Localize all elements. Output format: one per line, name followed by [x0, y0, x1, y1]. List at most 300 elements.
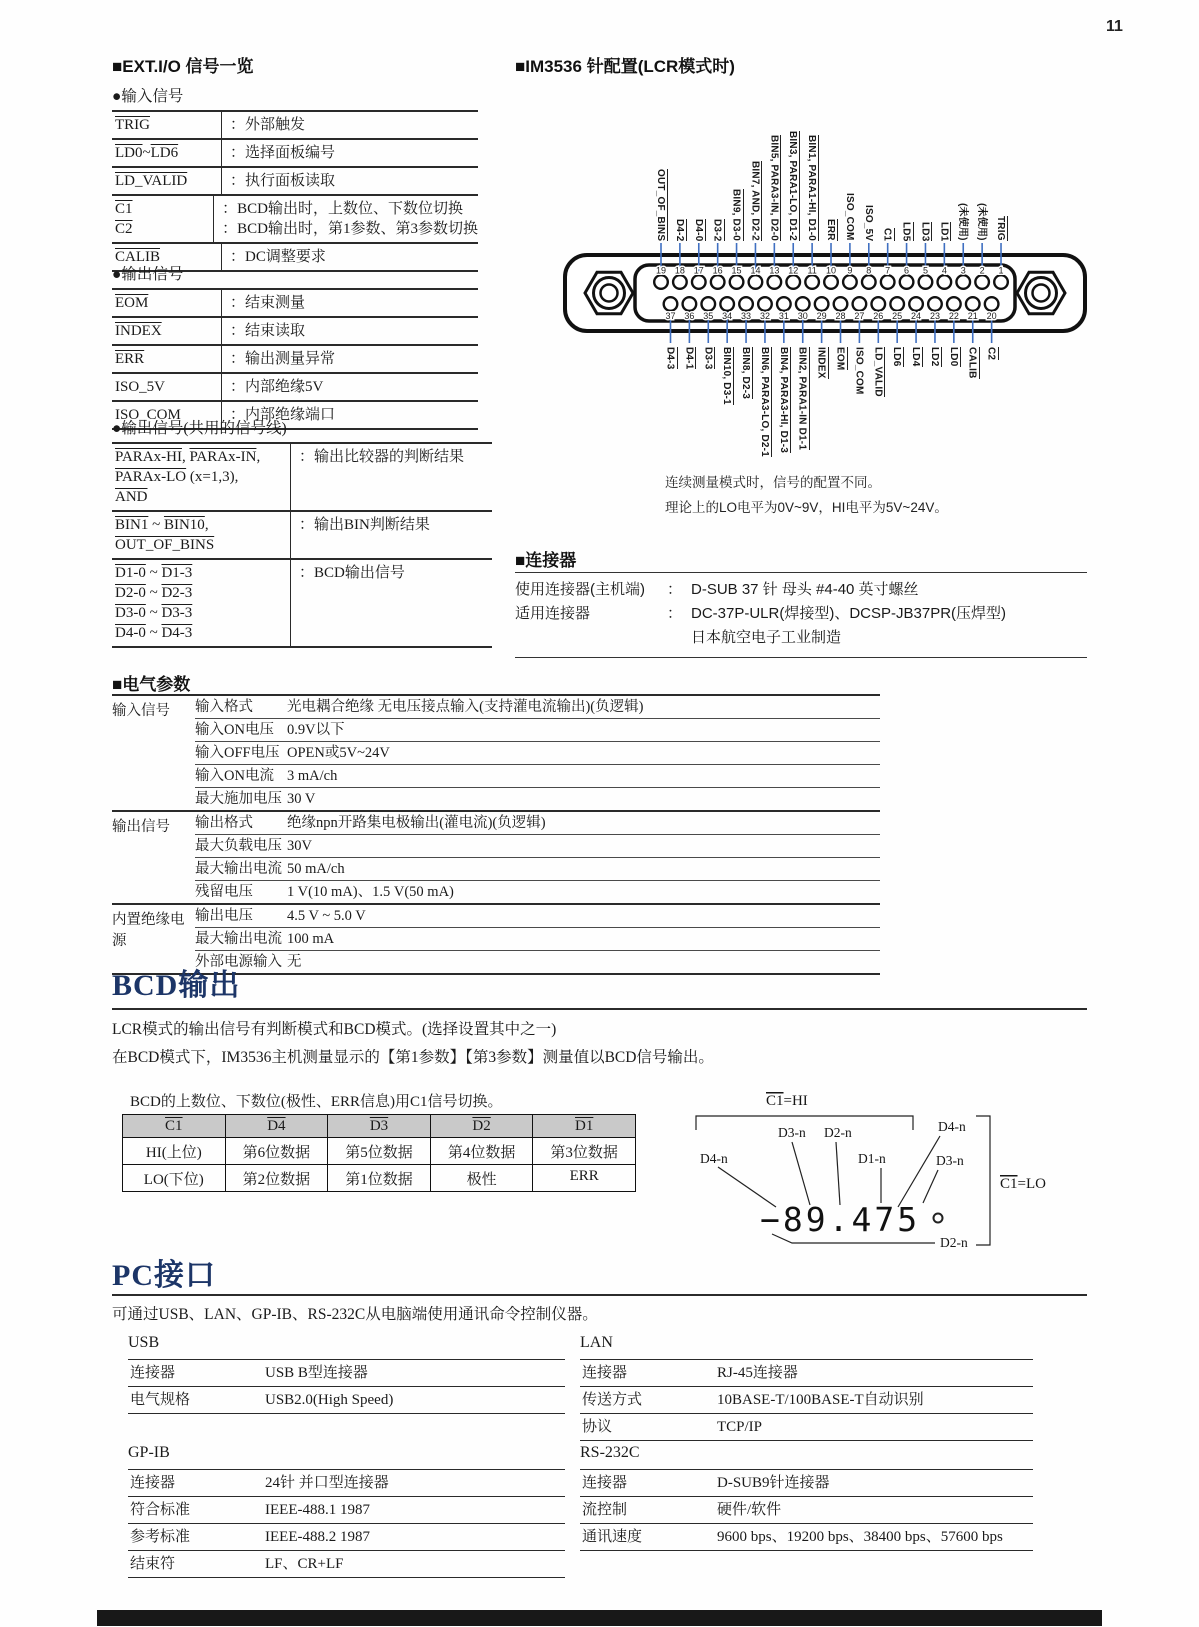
- header-cell: [226, 1115, 329, 1137]
- interface-name: GP-IB: [128, 1444, 170, 1461]
- paragraph-line: 在BCD模式下，IM3536主机测量显示的【第1参数】【第3参数】测量值以BCD信号输出。: [112, 1049, 714, 1066]
- signal-name: BIN1: [115, 517, 149, 533]
- pin-number: 25: [892, 311, 903, 321]
- spec-label: 适用连接器: [515, 605, 591, 622]
- pin-number: 4: [941, 265, 947, 276]
- signal-name-line: [115, 115, 218, 135]
- pin-number: 18: [674, 265, 685, 276]
- pin-circle: [890, 297, 904, 311]
- pin-label: [767, 135, 780, 241]
- connector-info-table: [515, 572, 1087, 658]
- signal-name-cell: [112, 290, 222, 316]
- pin-label-text: D4-3: [664, 347, 676, 370]
- pin-label: [777, 347, 790, 453]
- parameter-value: 无: [287, 953, 302, 970]
- table-row: [195, 905, 880, 928]
- spec-label: 连接器: [130, 1475, 176, 1491]
- spec-value: RJ-45连接器: [717, 1365, 798, 1381]
- table-row: [195, 951, 880, 973]
- d2-digit-label: D2-n: [824, 1125, 852, 1140]
- table-row: [195, 858, 880, 881]
- electrical-section-title: ■电气参数: [112, 675, 191, 694]
- electrical-table: [112, 694, 880, 975]
- d3-digit-label: D3-n: [778, 1125, 806, 1140]
- plain-text: ,: [204, 517, 209, 533]
- pin-label: [900, 222, 913, 242]
- signal-desc-cell: [291, 444, 492, 510]
- group-name: 输出信号: [112, 818, 170, 835]
- pc-section-title: PC接口: [112, 1259, 216, 1292]
- signal-name-line: [115, 171, 218, 191]
- signal-name: C1: [115, 201, 133, 217]
- d2-digit-label: D2-n: [940, 1235, 968, 1250]
- pin-label-text: BIN6, PARA3-LO, D2-1: [758, 347, 770, 457]
- pin-circle: [796, 297, 810, 311]
- pin-label-text: BIN2, PARA1-IN D1-1: [796, 347, 808, 451]
- table-row: [580, 1497, 1033, 1524]
- pin-label: [730, 189, 743, 241]
- table-cell: 第5位数据: [328, 1138, 431, 1164]
- section-divider: [112, 1008, 1087, 1010]
- parameter-name: 最大施加电压: [195, 790, 282, 807]
- leader-line: [898, 1136, 940, 1207]
- plain-text: (x=1,3),: [186, 469, 239, 485]
- pin-label: [994, 216, 1007, 241]
- parameter-value: 1 V(10 mA)、1.5 V(50 mA): [287, 883, 454, 900]
- signal-name-cell: [112, 168, 222, 194]
- signal-name-cell: [112, 560, 291, 646]
- signal-name: $\overline{AND}$: [115, 489, 148, 505]
- pin-label-text: (未使用): [957, 203, 969, 241]
- plain-text: ~: [145, 605, 162, 621]
- table-row: [112, 374, 478, 402]
- leader-line: [923, 1170, 938, 1203]
- pin-circle: [730, 275, 744, 289]
- table-cell: 第3位数据: [550, 1144, 618, 1161]
- parameter-name: 外部电源输入: [195, 953, 282, 970]
- pin-number: 13: [769, 265, 780, 276]
- pin-label: [843, 193, 856, 241]
- pin-label: [824, 219, 837, 241]
- spec-label: 符合标准: [130, 1502, 191, 1518]
- signal-desc-line: ：BCD输出信号: [299, 565, 405, 581]
- pin-number: 2: [979, 265, 985, 276]
- output-signals-label: ●输出信号: [112, 266, 184, 283]
- spec-label: 连接器: [582, 1365, 628, 1381]
- signal-desc-line: ：输出测量异常: [230, 351, 336, 367]
- group-rows: [195, 905, 880, 973]
- pin-label: [682, 347, 695, 369]
- pin-circle: [683, 297, 697, 311]
- pin-label: [701, 347, 714, 369]
- signal-name: D4-0: [115, 625, 146, 641]
- parameter-value: 4.5 V ~ 5.0 V: [287, 907, 366, 924]
- signal-name-line: [115, 219, 210, 239]
- note-line: 理论上的LO电平为0V~9V，HI电平为5V~24V。: [665, 500, 948, 515]
- table-row: [112, 346, 478, 374]
- connector-section-title: ■连接器: [515, 551, 577, 570]
- signal-name-line: [115, 349, 218, 369]
- pin-circle: [673, 275, 687, 289]
- pin-number: 14: [750, 265, 761, 276]
- interface-rows: [128, 1469, 565, 1578]
- spec-value: 硬件/软件: [717, 1502, 782, 1518]
- header-cell: [328, 1115, 431, 1137]
- pin-label: [975, 203, 988, 241]
- spec-value: [691, 602, 1087, 650]
- pin-label-text: CALIB: [966, 347, 978, 379]
- parameter-name: 输入ON电压: [195, 721, 274, 738]
- header-cell: [123, 1115, 226, 1137]
- table-row: [128, 1360, 565, 1387]
- pin-number: 28: [835, 311, 846, 321]
- pin-circle: [994, 275, 1008, 289]
- pin-circle: [749, 275, 763, 289]
- table-cell: HI(上位): [123, 1138, 226, 1164]
- signal-desc-line: ：输出比较器的判断结果: [299, 449, 465, 465]
- signal-desc-cell: [222, 244, 478, 270]
- signal-name: BIN10: [163, 517, 205, 533]
- group-rows: [195, 696, 880, 810]
- spec-label: 连接器: [130, 1365, 176, 1381]
- interface-rows: [580, 1469, 1033, 1551]
- pin-label-text: LD5: [900, 221, 912, 241]
- pin-circle: [985, 297, 999, 311]
- usb-table: [128, 1334, 565, 1414]
- spec-value: IEEE-488.1 1987: [265, 1502, 370, 1518]
- shared-signals-label: ●输出信号(共用的信号线): [112, 420, 287, 437]
- pin-circle: [701, 297, 715, 311]
- pin-number: 20: [986, 311, 997, 321]
- connector-graphic: [512, 85, 1092, 525]
- table-row: [580, 1414, 1033, 1441]
- pin-label-text: ISO_COM: [853, 347, 865, 395]
- pin-number: 32: [759, 311, 770, 321]
- c1-hi-label: C1=HI: [766, 1093, 808, 1109]
- d3-digit-label: D3-n: [936, 1153, 964, 1168]
- signal-name-line: [115, 377, 218, 397]
- table-row: [195, 881, 880, 903]
- paragraph-line: LCR模式的输出信号有判断模式和BCD模式。(选择设置其中之一): [112, 1021, 557, 1038]
- table-row: [112, 112, 478, 140]
- pin-number: 9: [847, 265, 853, 276]
- pin-label: [909, 347, 922, 367]
- signal-name: D1: [575, 1117, 594, 1134]
- table-row: [195, 788, 880, 810]
- signal-name: CALIB: [115, 249, 160, 265]
- pin-number: 24: [911, 311, 922, 321]
- pin-label: [947, 347, 960, 367]
- parameter-name: 最大负载电压: [195, 837, 282, 854]
- pc-paragraph: 可通过USB、LAN、GP-IB、RS-232C从电脑端使用通讯命令控制仪器。: [112, 1306, 598, 1323]
- pin-number: 21: [967, 311, 978, 321]
- spec-value: LF、CR+LF: [265, 1556, 344, 1572]
- pin-label-text: LD_VALID: [872, 347, 884, 397]
- signal-name-cell: [112, 374, 222, 400]
- signal-desc-line: ：内部绝缘端口: [230, 407, 336, 423]
- pin-label: [937, 222, 950, 242]
- header-cell: [431, 1115, 534, 1137]
- spec-colon: ：: [667, 605, 683, 622]
- pin-number: 31: [778, 311, 789, 321]
- parameter-value: 100 mA: [287, 930, 335, 947]
- parameter-name: 输入OFF电压: [195, 744, 280, 761]
- pin-circle: [692, 275, 706, 289]
- pin-number: 34: [722, 311, 733, 321]
- signal-desc-cell: [222, 168, 478, 194]
- pin-label-text: BIN5, PARA3-IN, D2-0: [768, 134, 780, 241]
- table-cell: 第6位数据: [226, 1138, 329, 1164]
- table-row: [112, 196, 478, 244]
- pin-number: 11: [807, 265, 817, 276]
- signal-desc-line: ：输出BIN判断结果: [299, 517, 430, 533]
- pin-label-text: OUT_OF_BINS: [655, 168, 666, 241]
- interface-name: USB: [128, 1334, 160, 1351]
- signal-name: D3: [369, 1117, 389, 1134]
- pin-label: [918, 222, 931, 242]
- signal-desc-line: ：执行面板读取: [230, 173, 336, 189]
- signal-name-cell: [112, 346, 222, 372]
- signal-name-line: [115, 467, 287, 487]
- parameter-value: 绝缘npn开路集电极输出(灌电流)(负逻辑): [287, 814, 546, 831]
- pin-label: [654, 169, 667, 241]
- pin-label: [871, 347, 884, 397]
- pin-label: [956, 203, 969, 241]
- spec-value: 24针 并口型连接器: [265, 1475, 389, 1491]
- table-row: [580, 1524, 1033, 1551]
- plain-text: ISO_5V: [115, 379, 166, 395]
- pin-number: 35: [703, 311, 714, 321]
- pin-circle: [711, 275, 725, 289]
- signal-name: C2: [115, 221, 133, 237]
- signal-name: TRIG: [115, 117, 150, 133]
- pin-label-text: C2: [985, 347, 997, 361]
- signal-desc-line: ：DC调整要求: [230, 249, 326, 265]
- parameter-value: OPEN或5V~24V: [287, 744, 390, 761]
- interface-name: LAN: [580, 1334, 613, 1351]
- pin-label-text: BIN4, PARA3-HI, D1-3: [777, 347, 789, 454]
- interface-rows: [580, 1359, 1033, 1441]
- plain-text: ~: [142, 145, 151, 161]
- spec-label: 参考标准: [130, 1529, 191, 1545]
- pin-label-text: LD2: [928, 347, 940, 367]
- signal-name-line: [115, 143, 218, 163]
- signal-name-line: [115, 487, 287, 507]
- connector-notes: [665, 470, 948, 520]
- pin-circle: [654, 275, 668, 289]
- signal-name: LD6: [150, 145, 179, 161]
- table-cell: ERR: [569, 1167, 599, 1184]
- spec-colon: ：: [667, 581, 683, 598]
- pin-config-section-title: ■IM3536 针配置(LCR模式时): [515, 57, 735, 76]
- signal-name-line: [115, 199, 210, 219]
- pin-circle: [815, 297, 829, 311]
- spec-label: 通讯速度: [582, 1529, 643, 1545]
- signal-name: D1-3: [161, 565, 193, 581]
- bcd-section-title: BCD输出: [112, 969, 241, 1002]
- table-row: [580, 1470, 1033, 1497]
- pin-label: [862, 205, 875, 241]
- pin-label: [673, 219, 686, 241]
- signal-name-line: [115, 583, 287, 603]
- signal-name: D2-3: [161, 585, 193, 601]
- signal-name: LD0: [115, 145, 143, 161]
- table-row: [128, 1551, 565, 1578]
- signal-name-cell: [112, 112, 222, 138]
- signal-name: PARAx-LO: [115, 469, 187, 485]
- pin-label: [692, 219, 705, 241]
- parameter-name: 输出电压: [195, 907, 253, 924]
- table-row: [128, 1497, 565, 1524]
- pin-number: 19: [655, 265, 667, 276]
- pin-circle: [739, 297, 753, 311]
- signal-name-line: [115, 447, 287, 467]
- pin-label: [748, 161, 761, 241]
- signal-name-cell: [112, 196, 214, 242]
- signal-name-line: [115, 563, 287, 583]
- pin-label: [720, 347, 733, 405]
- pin-number: 23: [929, 311, 940, 321]
- pin-label: [815, 347, 828, 379]
- spec-value: 9600 bps、19200 bps、38400 bps、57600 bps: [717, 1529, 1003, 1545]
- signal-desc-cell: [222, 290, 478, 316]
- pin-number: 22: [948, 311, 959, 321]
- signal-name: $\overline{ERR}$: [115, 351, 145, 367]
- table-row: [195, 742, 880, 765]
- group-name: 输入信号: [112, 702, 170, 719]
- table-row: [123, 1138, 635, 1165]
- signal-name: INDEX: [115, 323, 162, 339]
- pin-circle: [834, 297, 848, 311]
- signal-name-line: [115, 515, 287, 535]
- pin-number: 7: [885, 265, 891, 276]
- pin-label: [966, 347, 979, 379]
- pin-label-text: LD1: [938, 221, 950, 241]
- pin-label-text: ERR: [825, 219, 836, 241]
- pin-circle: [871, 297, 885, 311]
- signal-name-cell: [112, 140, 222, 166]
- pin-number: 36: [684, 311, 695, 321]
- pin-label-text: LD4: [910, 347, 922, 367]
- signal-name: D3-0: [115, 605, 146, 621]
- signal-desc-line: ：BCD输出时，上数位、下数位切换: [222, 201, 463, 217]
- table-row: [515, 602, 1087, 650]
- table-row: [112, 560, 492, 648]
- table-row: [112, 444, 492, 512]
- pin-label-text: EOM: [834, 347, 846, 371]
- table-row: [195, 835, 880, 858]
- pin-circle: [919, 275, 933, 289]
- pin-label-text: BIN10, D3-1: [721, 347, 733, 405]
- pin-number: 30: [797, 311, 808, 321]
- pin-label-text: D4-1: [683, 347, 695, 370]
- pin-number: 12: [788, 265, 799, 276]
- parameter-name: 最大输出电流: [195, 930, 282, 947]
- parameter-name: 输入格式: [195, 698, 253, 715]
- pin-number: 15: [731, 265, 742, 276]
- pin-number: 10: [826, 265, 837, 276]
- signal-desc-cell: [222, 318, 478, 344]
- table-row: [580, 1360, 1033, 1387]
- table-row: [195, 928, 880, 951]
- plain-text: ~: [145, 585, 162, 601]
- table-row: [112, 318, 478, 346]
- pin-number: 8: [866, 265, 872, 276]
- pin-number: 16: [712, 265, 723, 276]
- signal-name-cell: [112, 444, 291, 510]
- pin-label-text: D4-2: [673, 218, 685, 241]
- signal-name-cell: [112, 512, 291, 558]
- pin-number: 17: [693, 265, 704, 276]
- pin-label-text: ISO_COM: [843, 193, 855, 241]
- gpib-table: [128, 1444, 565, 1578]
- signal-name-line: [115, 321, 218, 341]
- spec-value: USB2.0(High Speed): [265, 1392, 394, 1408]
- spec-value-line: 日本航空电子工业制造: [691, 629, 842, 646]
- signal-name: LD_VALID: [115, 173, 188, 189]
- signal-desc-cell: [222, 140, 478, 166]
- pin-label-text: TRIG: [995, 216, 1007, 241]
- left-screw-hole-icon: [601, 285, 618, 302]
- header-cell: [533, 1115, 635, 1137]
- bcd-sample-value: −89.475: [760, 1200, 921, 1239]
- leader-line: [836, 1142, 840, 1205]
- pin-number: 1: [998, 265, 1004, 276]
- signal-name: D1-0: [115, 565, 146, 581]
- connector-diagram: [512, 85, 1092, 525]
- pin-label: [834, 347, 847, 370]
- pin-circle: [938, 275, 952, 289]
- table-row: [195, 719, 880, 742]
- spec-label: 流控制: [582, 1502, 628, 1518]
- rs232c-table: [580, 1444, 1033, 1551]
- c1-lo-label: C1=LO: [1000, 1176, 1046, 1192]
- pin-circle: [900, 275, 914, 289]
- parameter-name: 输出格式: [195, 814, 253, 831]
- table-row: [112, 512, 492, 560]
- bcd-digit-diagram: [688, 1085, 1128, 1260]
- pin-label: [711, 219, 724, 241]
- pin-label-text: D3-2: [711, 218, 723, 241]
- pin-label: [928, 347, 941, 367]
- pin-circle: [777, 297, 791, 311]
- table-row: [112, 290, 478, 318]
- table-cell: 第4位数据: [431, 1138, 534, 1164]
- shared-signals-table: [112, 442, 492, 648]
- signal-name: D4-3: [161, 625, 193, 641]
- pin-circle: [881, 275, 895, 289]
- spec-value-line: DC-37P-ULR(焊接型)、DCSP-JB37PR(压焊型): [691, 605, 1007, 622]
- signal-desc-cell: [222, 374, 478, 400]
- spec-label: 协议: [582, 1419, 613, 1435]
- pin-label-text: LD0: [947, 347, 959, 367]
- pin-number: 37: [665, 311, 676, 321]
- signal-name: D2-0: [115, 585, 146, 601]
- spec-label: 传送方式: [582, 1392, 643, 1408]
- signal-name-line: [115, 535, 287, 555]
- table-row: [123, 1165, 635, 1191]
- pin-circle: [786, 275, 800, 289]
- lan-table: [580, 1334, 1033, 1441]
- signal-desc-line: ：选择面板编号: [230, 145, 336, 161]
- parameter-value: 30V: [287, 837, 312, 854]
- table-row: [128, 1470, 565, 1497]
- spec-label: 电气规格: [130, 1392, 191, 1408]
- spec-label: 连接器: [582, 1475, 628, 1491]
- plain-text: ~: [148, 517, 164, 533]
- pin-circle: [853, 297, 867, 311]
- pin-number: 5: [922, 265, 928, 276]
